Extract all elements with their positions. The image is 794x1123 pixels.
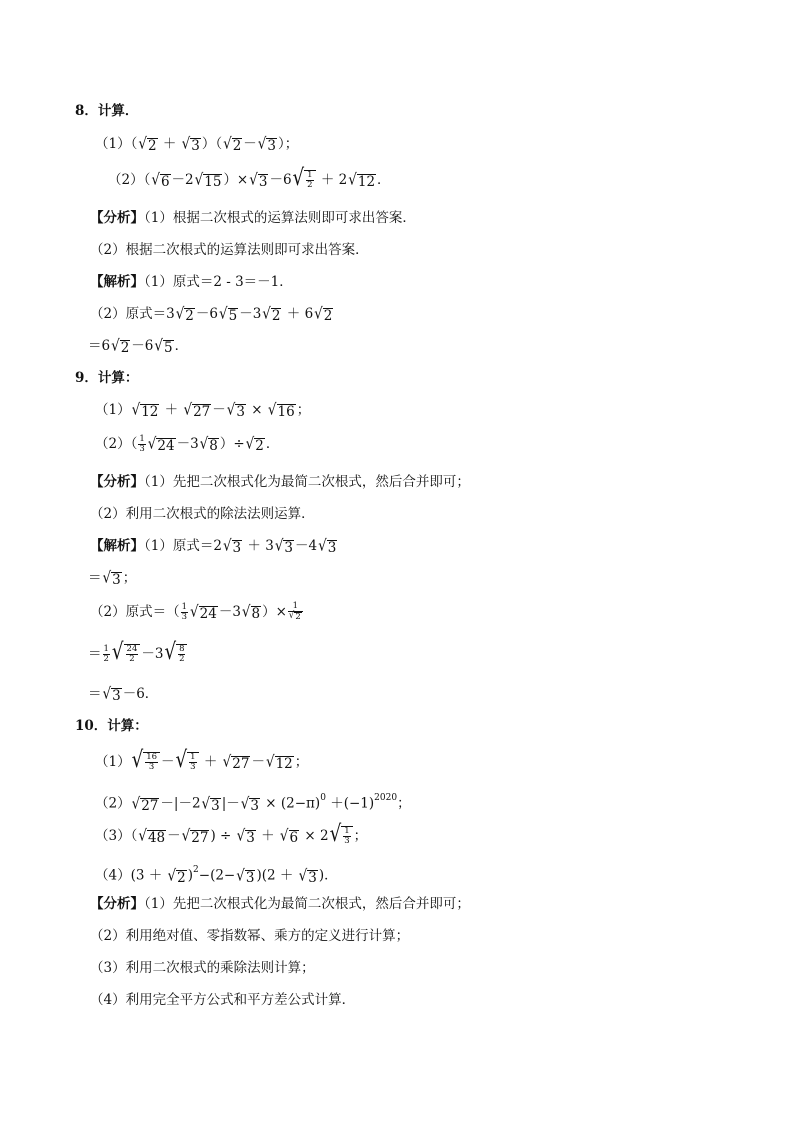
text: （4）利用完全平方公式和平方差公式计算． <box>90 992 356 1008</box>
label: （2）原式＝（ <box>90 604 180 620</box>
sqrt: √ 15 <box>194 170 222 190</box>
sqrt: √ 2 <box>138 134 157 154</box>
sqrt: √ 5 <box>154 336 173 356</box>
text: ． <box>377 172 391 188</box>
label: （2）原式＝ <box>90 306 167 322</box>
q8-analysis-1 <box>90 208 416 228</box>
sqrt: √ 3 <box>257 134 276 154</box>
q8-solution-1 <box>90 272 293 292</box>
q9-part2: （2）（ $\frac{1}{3}$ √ 24 －3 √ 8 ）÷ √ 2 ． <box>95 434 280 454</box>
sqrt: √ 3 <box>274 536 294 556</box>
sqrt: √ 2 <box>262 304 281 324</box>
label: （1）（ <box>95 136 138 152</box>
q9-solution-3: （2）原式＝（ $\frac{1}{3}$ √ 24 －3 √ 8 ）× 1 √ 2 <box>90 601 301 623</box>
sqrt: √ 2 <box>223 134 242 154</box>
sqrt: √ 24 <box>190 602 217 622</box>
solution-tag: 【解析】 <box>90 538 144 554</box>
sqrt: √ 12 <box>348 170 376 190</box>
text: ）× <box>223 172 249 188</box>
q8-part2: （2）（ √ 6 －2 √ 15 ）× √ 3 －6 √ $\frac{1}{2}$ ＋ 2 √ 12 ． <box>108 165 391 192</box>
q10-part4: （4）(3 ＋ √ 2 )$^2$−(2− √ 3 )(2 ＋ √ 3 )． <box>95 865 338 886</box>
solution-tag: 【解析】 <box>90 274 144 290</box>
q9-solution-2: ＝ √ 3 ； <box>88 568 137 588</box>
q9-analysis-1 <box>90 472 470 492</box>
q10-analysis-3 <box>90 958 315 978</box>
q9-title-text: 9．计算： <box>75 370 139 386</box>
text: ）÷ <box>219 436 245 452</box>
q10-analysis-2 <box>90 926 409 946</box>
label: ＝ <box>88 570 102 586</box>
text: （1）原式＝2 - 3＝－1． <box>144 274 293 290</box>
q9-title <box>75 368 138 388</box>
label: （1）原式＝ <box>144 538 214 554</box>
sqrt: √ 3 <box>102 684 121 704</box>
sqrt: √ 27 <box>222 752 250 772</box>
text: （2）利用绝对值、零指数幂、乘方的定义进行计算； <box>90 928 410 944</box>
sqrt: √ $\frac{1}{3}$ <box>330 826 353 846</box>
text: （1）根据二次根式的运算法则即可求出答案． <box>144 210 416 226</box>
sqrt: √ 6 <box>151 170 170 190</box>
q9-solution-1: 【解析】（1）原式＝2 √ 3 ＋ 3 √ 3 －4 √ 3 <box>90 536 337 556</box>
sqrt: √ 8 <box>241 602 261 622</box>
sqrt: √ 3 <box>298 865 317 886</box>
q10-part3: （3）（ √ 48 － √ 27 ) ÷ √ 3 ＋ √ 6 × 2 √ $\frac{1}{3}$ ； <box>95 821 368 848</box>
sqrt: √ 24 <box>147 434 175 454</box>
label: ＝ <box>88 338 102 354</box>
q8-title-text: 8．计算． <box>75 103 139 119</box>
sqrt: √ 48 <box>138 826 166 846</box>
sqrt: √ 6 <box>279 826 299 846</box>
sqrt: √ 16 <box>267 400 295 420</box>
q9-solution-4: ＝ $\frac{1}{2}$ √ $\frac{24}{2}$ －3 √ $\frac{8}{2}$ <box>88 644 188 664</box>
label: （1） <box>95 402 131 418</box>
sqrt: √ 2 <box>245 434 264 454</box>
analysis-tag: 【分析】 <box>90 210 144 226</box>
q9-solution-5: ＝ √ 3 －6． <box>88 684 159 704</box>
q10-analysis-4 <box>90 990 355 1010</box>
label: （2）（ <box>95 436 138 452</box>
text: ； <box>296 402 311 418</box>
q10-part2: （2） √ 27 －|－2 √ 3 |－ √ 3 × $(2-\pi)^0 +(-1)^{2020}$； <box>95 793 411 814</box>
analysis-tag: 【分析】 <box>90 474 144 490</box>
sqrt: √ 8 <box>199 434 218 454</box>
sqrt: √ 12 <box>265 752 293 772</box>
q8-title <box>75 101 138 121</box>
text: （2）利用二次根式的除法法则运算． <box>90 506 315 522</box>
sqrt: √ 3 <box>201 793 220 814</box>
label: （2） <box>95 795 131 812</box>
q8-part1: （1）（ √ 2 ＋ √ 3 ）（ √ 2 － √ 3 ）； <box>95 134 299 154</box>
sqrt: √ 3 <box>249 170 268 190</box>
q8-solution-2: （2）原式＝3 √ 2 －6 √ 5 －3 √ 2 ＋ 6 √ 2 <box>90 304 333 324</box>
sqrt: √ 2 <box>314 304 333 324</box>
text: （1）先把二次根式化为最简二次根式，然后合并即可； <box>144 474 470 490</box>
label: （3）（ <box>95 828 138 844</box>
label: （1） <box>95 754 131 770</box>
label: （4） <box>95 867 131 884</box>
sqrt: √ 2 <box>175 304 194 324</box>
sqrt: √ 12 <box>131 400 159 420</box>
sqrt: √ 27 <box>131 793 159 814</box>
q8-analysis-2 <box>90 240 369 260</box>
sqrt: √ 3 <box>222 536 242 556</box>
q10-title <box>75 716 148 736</box>
q9-part1: （1） √ 12 ＋ √ 27 － √ 3 × √ 16 ； <box>95 400 311 420</box>
analysis-tag: 【分析】 <box>90 896 144 912</box>
sqrt: √ 3 <box>181 134 200 154</box>
sqrt: √ 3 <box>236 865 255 886</box>
q10-part1: （1） √ $\frac{16}{3}$ － √ $\frac{1}{3}$ ＋ √ 27 － √ 12 ； <box>95 747 309 774</box>
q10-analysis-1 <box>90 894 470 914</box>
sqrt: √ 2 <box>111 336 130 356</box>
sqrt: √ 3 <box>236 826 255 846</box>
sqrt: √ 27 <box>183 400 211 420</box>
sqrt: √ $\frac{16}{3}$ <box>132 752 160 772</box>
sqrt: √ $\frac{1}{2}$ <box>293 170 316 190</box>
sqrt: √ 3 <box>102 568 121 588</box>
sqrt: √ $\frac{8}{2}$ <box>164 644 187 664</box>
q9-analysis-2 <box>90 504 315 524</box>
q10-title-text: 10．计算： <box>75 718 148 734</box>
text: ）； <box>278 136 299 152</box>
sqrt: √ 27 <box>181 826 209 846</box>
text: （1）先把二次根式化为最简二次根式，然后合并即可； <box>144 896 470 912</box>
label: ＝ <box>88 646 102 662</box>
sqrt: √ 5 <box>218 304 238 324</box>
label: （2）（ <box>108 172 151 188</box>
q8-solution-3: ＝6 √ 2 －6 √ 5 ． <box>88 336 189 356</box>
sqrt: √ 2 <box>167 865 186 886</box>
sqrt: √ $\frac{24}{2}$ <box>112 644 140 664</box>
text: （2）根据二次根式的运算法则即可求出答案． <box>90 242 369 258</box>
sqrt: √ 3 <box>226 400 245 420</box>
sqrt: √ $\frac{1}{3}$ <box>176 752 199 772</box>
sqrt: √ 3 <box>318 536 337 556</box>
text: （3）利用二次根式的乘除法则计算； <box>90 960 315 976</box>
sqrt: √ 3 <box>240 793 259 814</box>
label: ＝ <box>88 686 102 702</box>
